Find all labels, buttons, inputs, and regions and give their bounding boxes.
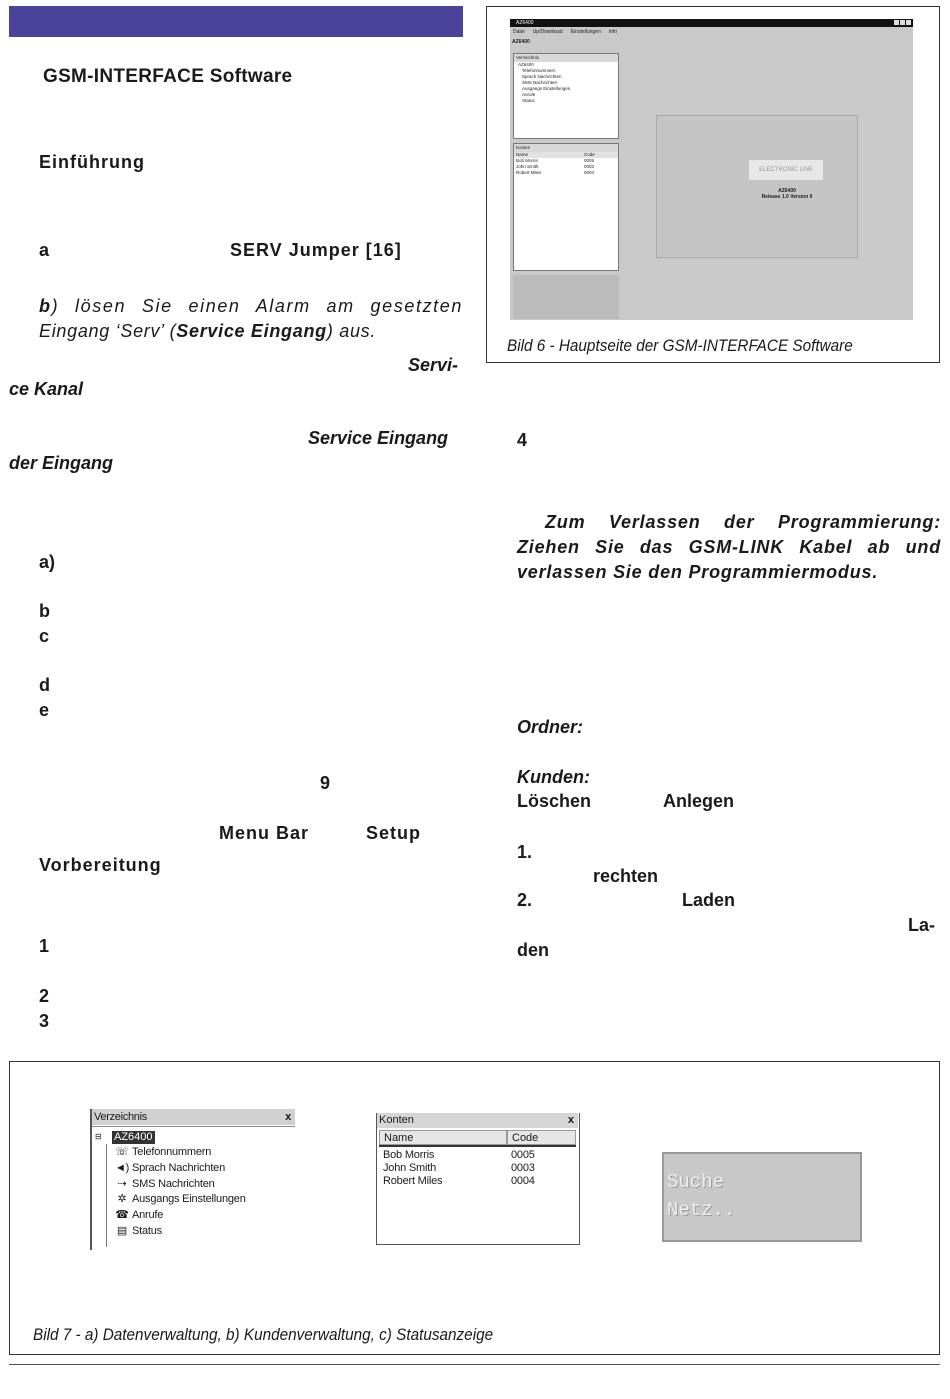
tree-item-telefonnummern[interactable] xyxy=(115,1145,211,1159)
app-path: AZ6400 xyxy=(512,39,530,45)
window-controls xyxy=(894,20,911,25)
tree-item-sprach-nachrichten[interactable] xyxy=(115,1161,225,1175)
mini-accounts-head: Konten xyxy=(514,144,618,152)
directory-panel-title: Verzeichnis xyxy=(94,1111,147,1123)
maximize-icon xyxy=(900,20,905,25)
splash-box xyxy=(656,115,858,258)
table-row[interactable] xyxy=(383,1162,535,1175)
splash-logo: ELECTRONIC LINE xyxy=(749,160,823,180)
right-step-1: 1. xyxy=(517,842,533,862)
reference-nine: 9 xyxy=(320,773,331,793)
rechten-label: rechten xyxy=(593,866,659,886)
section-heading-intro: Einführung xyxy=(39,152,145,172)
paragraph-b xyxy=(39,294,463,344)
mini-account-row xyxy=(514,170,618,176)
exit-line-3: verlassen Sie den Programmiermodus. xyxy=(517,562,879,582)
app-title-bar xyxy=(510,19,913,27)
menu-item-einstellungen: Einstellungen xyxy=(570,29,601,35)
sms-icon: ⇢ xyxy=(117,1178,127,1190)
splash-line: AZ6400 xyxy=(778,188,796,194)
setup-label: Setup xyxy=(366,823,422,843)
der-eingang-label: der Eingang xyxy=(9,453,114,473)
close-icon xyxy=(906,20,911,25)
menu-bar-label: Menu Bar xyxy=(219,823,310,843)
exit-line-1: Zum Verlassen der Programmierung: xyxy=(545,512,941,532)
mini-tree-root: AZ6400 xyxy=(518,62,534,67)
column-header-name[interactable]: Name xyxy=(379,1130,507,1145)
list-marker-b: b xyxy=(39,601,50,621)
mini-account-code: 0005 xyxy=(584,158,595,163)
account-code: 0005 xyxy=(511,1149,535,1161)
vorbereitung-heading: Vorbereitung xyxy=(39,855,162,875)
loeschen-label: Löschen xyxy=(517,791,592,811)
mini-directory-panel xyxy=(513,53,619,139)
mini-tree-item: Status xyxy=(522,98,535,103)
header-bar xyxy=(9,6,463,37)
para-b-label: b xyxy=(39,296,52,316)
account-code: 0003 xyxy=(511,1162,535,1174)
accounts-column-headers xyxy=(379,1130,576,1147)
app-menu-bar xyxy=(510,28,913,37)
directory-panel-header xyxy=(92,1109,295,1125)
laden-label: Laden xyxy=(682,890,736,910)
directory-tree xyxy=(92,1126,295,1251)
right-step-2: 2. xyxy=(517,890,533,910)
list-marker-a2: a) xyxy=(39,552,56,572)
accounts-list xyxy=(383,1149,535,1188)
tree-root-az6400[interactable]: AZ6400 xyxy=(114,1131,153,1143)
step-2: 2 xyxy=(39,986,50,1006)
close-icon[interactable]: x xyxy=(285,1111,291,1123)
status-icon: ▤ xyxy=(116,1225,128,1237)
status-line-2: Netz.. xyxy=(667,1199,736,1221)
figure-6-caption: Bild 6 - Hauptseite der GSM-INTERFACE Software xyxy=(507,336,853,355)
tree-item-label: Status xyxy=(132,1225,162,1237)
la-fragment: La- xyxy=(908,915,935,935)
mini-account-code: 0004 xyxy=(584,170,595,175)
para-b-line2-bold: Service Eingang xyxy=(176,321,327,341)
tree-item-ausgangs-einstellungen[interactable] xyxy=(115,1192,246,1206)
telephone-icon: ☏ xyxy=(115,1146,129,1158)
anlegen-label: Anlegen xyxy=(663,791,735,811)
mini-accounts-panel xyxy=(513,143,619,271)
accounts-panel-header xyxy=(377,1113,578,1128)
accounts-panel-title: Konten xyxy=(379,1114,414,1126)
tree-item-label: Sprach Nachrichten xyxy=(132,1162,226,1174)
page-title: GSM-INTERFACE Software xyxy=(43,66,293,87)
status-display xyxy=(662,1152,862,1242)
mini-directory-head: Verzeichnis xyxy=(514,54,618,62)
directory-panel xyxy=(90,1109,297,1250)
minimize-icon xyxy=(894,20,899,25)
mini-col-code: Code xyxy=(584,152,595,157)
mini-account-name: Robert Miles xyxy=(516,170,542,175)
step-1: 1 xyxy=(39,936,50,956)
menu-item-updownload: Up/Download xyxy=(532,29,563,35)
figure-7-caption: Bild 7 - a) Datenverwaltung, b) Kundenverwaltung, c) Statusanzeige xyxy=(33,1325,494,1344)
account-name: Robert Miles xyxy=(383,1175,443,1187)
list-marker-a: a xyxy=(39,240,50,260)
account-name: Bob Morris xyxy=(383,1149,435,1161)
mini-account-name: John Smith xyxy=(516,164,539,169)
den-fragment: den xyxy=(517,940,550,960)
para-b-line2-post: ) aus. xyxy=(326,321,377,341)
mini-tree-item: Sprach Nachrichten xyxy=(522,74,562,79)
kunden-heading: Kunden: xyxy=(517,767,590,787)
tree-connector xyxy=(106,1144,107,1247)
table-row[interactable] xyxy=(383,1149,535,1162)
menu-item-datei: Datei xyxy=(513,29,525,35)
tree-item-status[interactable] xyxy=(115,1224,162,1238)
speaker-icon: ◄) xyxy=(115,1162,130,1174)
account-code: 0004 xyxy=(511,1175,535,1187)
tree-item-label: Ausgangs Einstellungen xyxy=(132,1193,246,1205)
tree-item-sms-nachrichten[interactable] xyxy=(115,1177,215,1191)
para-b-line1: ) lösen Sie einen Alarm am gesetzten xyxy=(51,296,463,316)
reference-four: 4 xyxy=(517,430,528,450)
close-icon[interactable]: x xyxy=(567,1114,574,1126)
mini-tree-item: SMS Nachrichten xyxy=(522,80,558,85)
list-marker-d: d xyxy=(39,675,50,695)
output-settings-icon: ✲ xyxy=(117,1193,127,1205)
column-header-code[interactable]: Code xyxy=(507,1130,576,1145)
mini-account-code: 0003 xyxy=(584,164,595,169)
mini-tree-item: Anrufe xyxy=(522,92,536,97)
step-3: 3 xyxy=(39,1011,50,1031)
mini-account-name: Bob Morris xyxy=(516,158,538,163)
status-line-1: Suche xyxy=(667,1171,725,1193)
app-screenshot xyxy=(510,19,913,320)
table-row[interactable] xyxy=(383,1175,535,1188)
splash-line: Release 1.0 Version 0 xyxy=(761,194,813,200)
mini-col-name: Name xyxy=(516,152,529,157)
mini-tree-item: Ausgangs Einstellungen xyxy=(522,86,571,91)
menu-item-info: Info xyxy=(608,29,618,35)
tree-item-label: SMS Nachrichten xyxy=(132,1178,215,1190)
serv-jumper-label: SERV Jumper [16] xyxy=(230,240,402,260)
tree-item-anrufe[interactable] xyxy=(115,1208,163,1222)
phone-calls-icon: ☎ xyxy=(115,1209,129,1221)
app-title: AZ6400 xyxy=(516,20,534,26)
servi-fragment: Servi- xyxy=(408,355,459,375)
service-eingang-label: Service Eingang xyxy=(308,428,449,448)
tree-item-label: Telefonnummern xyxy=(132,1146,212,1158)
account-name: John Smith xyxy=(383,1162,437,1174)
tree-item-label: Anrufe xyxy=(132,1209,164,1221)
bottom-divider xyxy=(9,1364,940,1365)
list-marker-c: c xyxy=(39,626,50,646)
mini-tree-item: Telefonnummern xyxy=(522,68,556,73)
tree-collapse-icon[interactable]: ⊟ xyxy=(95,1132,102,1141)
exit-line-2: Ziehen Sie das GSM-LINK Kabel ab und xyxy=(517,537,941,557)
splash-text xyxy=(737,188,837,200)
accounts-panel xyxy=(376,1113,580,1245)
mini-status-panel xyxy=(513,275,619,319)
ordner-heading: Ordner: xyxy=(517,717,584,737)
exit-instructions xyxy=(517,510,941,585)
ce-kanal-fragment: ce Kanal xyxy=(9,379,84,399)
list-marker-e: e xyxy=(39,700,50,720)
para-b-line2-pre: Eingang ‘Serv’ ( xyxy=(39,321,177,341)
